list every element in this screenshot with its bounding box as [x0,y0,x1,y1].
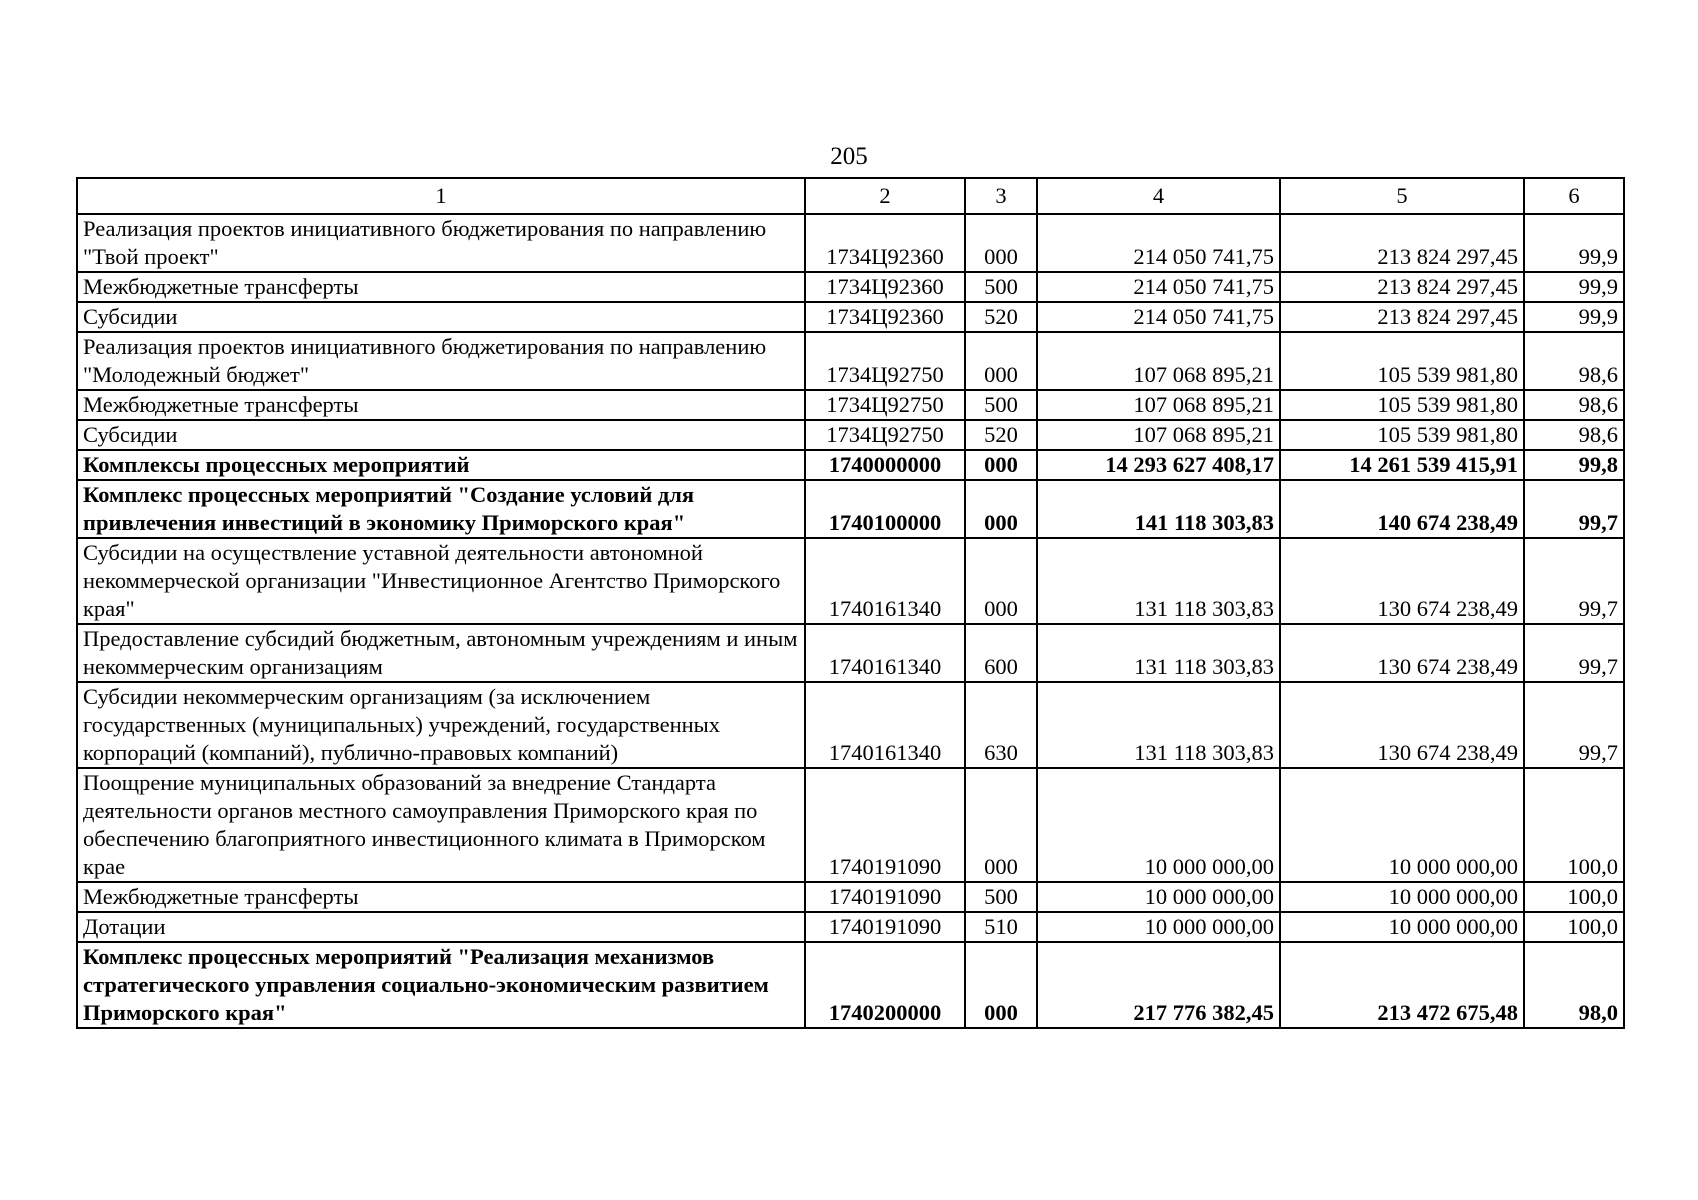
target-code-cell: 1734Ц92360 [805,302,965,332]
expense-type-cell: 500 [965,272,1037,302]
target-code-cell: 1740000000 [805,450,965,480]
row-name-cell: Комплексы процессных мероприятий [77,450,805,480]
execution-percent-cell: 100,0 [1524,912,1624,942]
approved-amount-cell: 131 118 303,83 [1037,682,1280,768]
header-row [77,178,1624,214]
execution-percent-cell: 100,0 [1524,882,1624,912]
table-row [77,768,1624,882]
row-name-cell: Поощрение муниципальных образований за внедрение Стандарта деятельности органов местного самоуправления Приморского края по обеспечению благоприятного инвестиционного климата в Приморском крае [77,768,805,882]
expense-type-cell: 500 [965,882,1037,912]
expense-type-cell: 520 [965,302,1037,332]
table-row [77,882,1624,912]
execution-percent-cell: 99,9 [1524,214,1624,272]
approved-amount-cell: 107 068 895,21 [1037,332,1280,390]
approved-amount-cell: 10 000 000,00 [1037,768,1280,882]
executed-amount-cell: 14 261 539 415,91 [1280,450,1524,480]
execution-percent-cell: 100,0 [1524,768,1624,882]
table-row [77,390,1624,420]
table-row [77,214,1624,272]
executed-amount-cell: 130 674 238,49 [1280,682,1524,768]
target-code-cell: 1734Ц92750 [805,420,965,450]
executed-amount-cell: 140 674 238,49 [1280,480,1524,538]
row-name-cell: Реализация проектов инициативного бюджетирования по направлению "Молодежный бюджет" [77,332,805,390]
approved-amount-cell: 10 000 000,00 [1037,882,1280,912]
execution-percent-cell: 98,6 [1524,390,1624,420]
approved-amount-cell: 107 068 895,21 [1037,420,1280,450]
row-name-cell: Межбюджетные трансферты [77,882,805,912]
approved-amount-cell: 141 118 303,83 [1037,480,1280,538]
executed-amount-cell: 213 472 675,48 [1280,942,1524,1028]
table-row [77,480,1624,538]
executed-amount-cell: 130 674 238,49 [1280,538,1524,624]
approved-amount-cell: 131 118 303,83 [1037,624,1280,682]
target-code-cell: 1740191090 [805,882,965,912]
table-row [77,302,1624,332]
execution-percent-cell: 98,6 [1524,332,1624,390]
executed-amount-cell: 213 824 297,45 [1280,214,1524,272]
execution-percent-cell: 98,0 [1524,942,1624,1028]
approved-amount-cell: 214 050 741,75 [1037,272,1280,302]
row-name-cell: Субсидии [77,420,805,450]
header-cell: 3 [965,178,1037,214]
target-code-cell: 1740161340 [805,682,965,768]
expense-type-cell: 000 [965,768,1037,882]
execution-percent-cell: 99,9 [1524,302,1624,332]
table-row [77,420,1624,450]
expense-type-cell: 000 [965,214,1037,272]
row-name-cell: Субсидии на осуществление уставной деятельности автономной некоммерческой организации "Инвестиционное Агентство Приморского края" [77,538,805,624]
target-code-cell: 1740191090 [805,912,965,942]
table-row [77,272,1624,302]
row-name-cell: Реализация проектов инициативного бюджетирования по направлению "Твой проект" [77,214,805,272]
table-row [77,624,1624,682]
execution-percent-cell: 99,8 [1524,450,1624,480]
execution-percent-cell: 99,7 [1524,624,1624,682]
execution-percent-cell: 99,7 [1524,480,1624,538]
executed-amount-cell: 213 824 297,45 [1280,302,1524,332]
row-name-cell: Комплекс процессных мероприятий "Создание условий для привлечения инвестиций в экономику Приморского края" [77,480,805,538]
expense-type-cell: 630 [965,682,1037,768]
expense-type-cell: 510 [965,912,1037,942]
target-code-cell: 1734Ц92750 [805,390,965,420]
expense-type-cell: 000 [965,538,1037,624]
header-cell: 1 [77,178,805,214]
approved-amount-cell: 107 068 895,21 [1037,390,1280,420]
expense-type-cell: 600 [965,624,1037,682]
executed-amount-cell: 213 824 297,45 [1280,272,1524,302]
execution-percent-cell: 99,9 [1524,272,1624,302]
expense-type-cell: 520 [965,420,1037,450]
target-code-cell: 1734Ц92360 [805,214,965,272]
execution-percent-cell: 98,6 [1524,420,1624,450]
approved-amount-cell: 14 293 627 408,17 [1037,450,1280,480]
target-code-cell: 1740161340 [805,538,965,624]
target-code-cell: 1734Ц92750 [805,332,965,390]
executed-amount-cell: 105 539 981,80 [1280,390,1524,420]
target-code-cell: 1740191090 [805,768,965,882]
row-name-cell: Дотации [77,912,805,942]
row-name-cell: Комплекс процессных мероприятий "Реализация механизмов стратегического управления социально-экономическим развитием Приморского края" [77,942,805,1028]
table-row [77,538,1624,624]
executed-amount-cell: 105 539 981,80 [1280,420,1524,450]
table-row [77,912,1624,942]
executed-amount-cell: 105 539 981,80 [1280,332,1524,390]
target-code-cell: 1740161340 [805,624,965,682]
page-number: 205 [830,143,868,170]
executed-amount-cell: 10 000 000,00 [1280,882,1524,912]
executed-amount-cell: 10 000 000,00 [1280,768,1524,882]
target-code-cell: 1740200000 [805,942,965,1028]
expense-type-cell: 000 [965,450,1037,480]
executed-amount-cell: 10 000 000,00 [1280,912,1524,942]
approved-amount-cell: 214 050 741,75 [1037,214,1280,272]
expense-type-cell: 500 [965,390,1037,420]
expense-type-cell: 000 [965,480,1037,538]
row-name-cell: Межбюджетные трансферты [77,390,805,420]
approved-amount-cell: 131 118 303,83 [1037,538,1280,624]
target-code-cell: 1740100000 [805,480,965,538]
row-name-cell: Межбюджетные трансферты [77,272,805,302]
header-cell: 5 [1280,178,1524,214]
table-row [77,682,1624,768]
row-name-cell: Субсидии некоммерческим организациям (за исключением государственных (муниципальных) учреждений, государственных корпораций (компаний), публично-правовых компаний) [77,682,805,768]
header-cell: 6 [1524,178,1624,214]
approved-amount-cell: 217 776 382,45 [1037,942,1280,1028]
header-cell: 4 [1037,178,1280,214]
execution-percent-cell: 99,7 [1524,682,1624,768]
header-cell: 2 [805,178,965,214]
row-name-cell: Предоставление субсидий бюджетным, автономным учреждениям и иным некоммерческим организациям [77,624,805,682]
execution-percent-cell: 99,7 [1524,538,1624,624]
approved-amount-cell: 214 050 741,75 [1037,302,1280,332]
executed-amount-cell: 130 674 238,49 [1280,624,1524,682]
table-row [77,332,1624,390]
row-name-cell: Субсидии [77,302,805,332]
table-row [77,450,1624,480]
budget-table [76,177,1625,1029]
approved-amount-cell: 10 000 000,00 [1037,912,1280,942]
target-code-cell: 1734Ц92360 [805,272,965,302]
expense-type-cell: 000 [965,332,1037,390]
table-row [77,942,1624,1028]
expense-type-cell: 000 [965,942,1037,1028]
